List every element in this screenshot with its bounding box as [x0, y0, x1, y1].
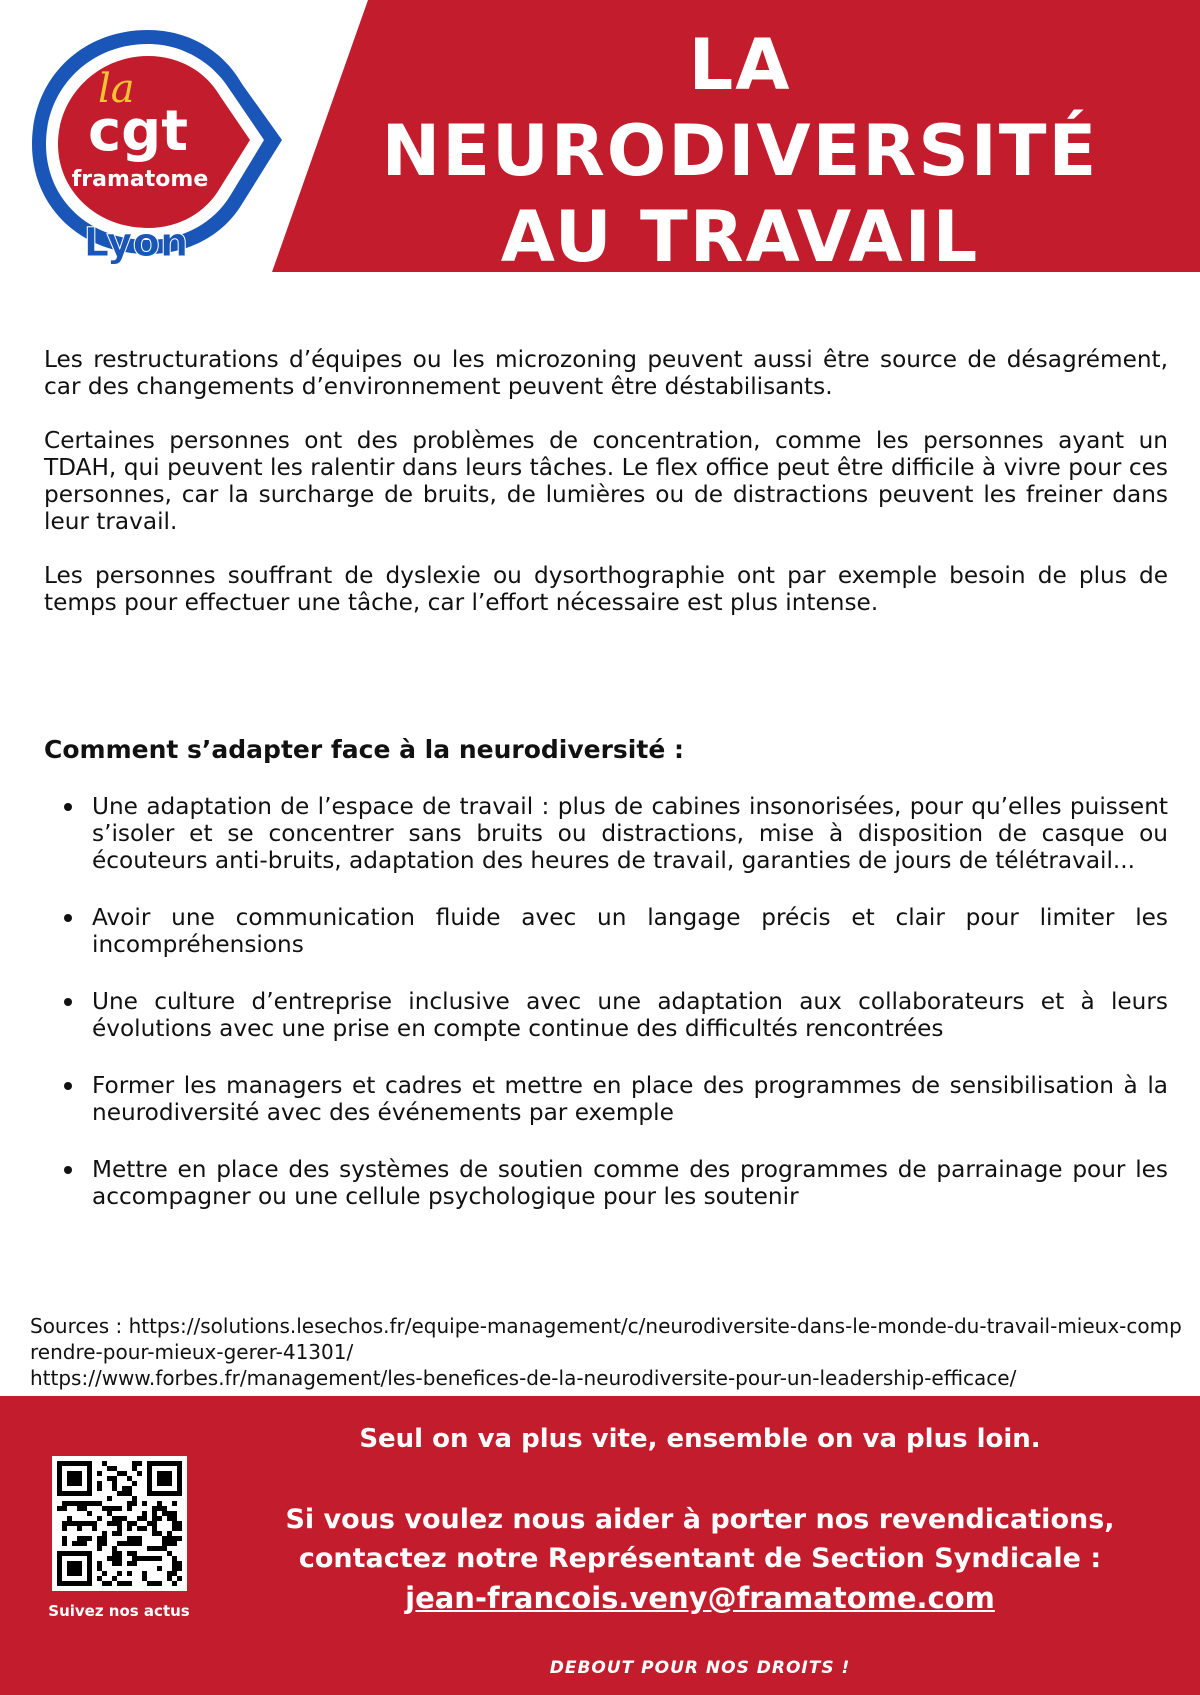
- list-item-text: Former les managers et cadres et mettre en place des programmes de sensibilisation à la neurodiversité avec des événements par exemple: [92, 1072, 1168, 1126]
- title-line: LA: [688, 24, 792, 106]
- sources: [30, 1313, 1190, 1391]
- cgt-logo: [20, 22, 288, 272]
- list-item: [64, 904, 1168, 958]
- contact-email-link[interactable]: jean-francois.veny@framatome.com: [405, 1581, 995, 1615]
- bullet-icon: [64, 914, 72, 922]
- section-heading: Comment s’adapter face à la neurodiversité :: [44, 735, 684, 764]
- intro-paragraph: Les restructurations d’équipes ou les microzoning peuvent aussi être source de désagrément, car des changements d’environnement peuvent être déstabilisants.: [44, 346, 1168, 400]
- call-to-action: [200, 1500, 1200, 1578]
- intro-text: [44, 346, 1168, 643]
- bullet-icon: [64, 1166, 72, 1174]
- logo-script: la: [98, 66, 135, 112]
- source-line[interactable]: https://www.forbes.fr/management/les-benefices-de-la-neurodiversite-pour-un-leadership-efficace/: [30, 1366, 1017, 1390]
- slogan: Seul on va plus vite, ensemble on va plus loin.: [359, 1424, 1041, 1454]
- intro-paragraph: Certaines personnes ont des problèmes de concentration, comme les personnes ayant un TDAH, qui peuvent les ralentir dans leurs tâches. Le flex office peut être difficile à vivre pour ces personnes, car la surcharge de bruits, de lumières ou de distractions peuvent les freiner dans leur travail.: [44, 427, 1168, 535]
- list-item-text: Mettre en place des systèmes de soutien comme des programmes de parrainage pour les accompagner ou une cellule psychologique pour les soutenir: [92, 1156, 1168, 1210]
- list-item: [64, 793, 1168, 874]
- footer: [0, 1396, 1200, 1695]
- bullet-icon: [64, 1082, 72, 1090]
- logo-brand: cgt: [87, 99, 189, 164]
- list-item: [64, 1156, 1168, 1210]
- motto: DEBOUT POUR NOS DROITS !: [549, 1658, 851, 1678]
- bullet-icon: [64, 998, 72, 1006]
- title-line: NEURODIVERSITÉ: [381, 110, 1099, 192]
- list-item: [64, 1072, 1168, 1126]
- qr-caption: Suivez nos actus: [48, 1602, 190, 1620]
- qr-code[interactable]: [52, 1456, 187, 1591]
- intro-paragraph: Les personnes souffrant de dyslexie ou dysorthographie ont par exemple besoin de plus de temps pour effectuer une tâche, car l’effort nécessaire est plus intense.: [44, 562, 1168, 616]
- logo-city: Lyon: [83, 220, 189, 266]
- call-line: Si vous voulez nous aider à porter nos revendications,: [285, 1504, 1115, 1535]
- source-line[interactable]: Sources : https://solutions.lesechos.fr/equipe-management/c/neurodiversite-dans-le-monde-du-travail-mieux-comprendre-pour-mieux-gerer-41301/: [30, 1314, 1182, 1364]
- adaptation-list: [64, 793, 1168, 1240]
- list-item: [64, 988, 1168, 1042]
- bullet-icon: [64, 803, 72, 811]
- list-item-text: Une culture d’entreprise inclusive avec une adaptation aux collaborateurs et à leurs évolutions avec une prise en compte continue des difficultés rencontrées: [92, 988, 1168, 1042]
- call-line: contactez notre Représentant de Section Syndicale :: [298, 1543, 1102, 1574]
- list-item-text: Une adaptation de l’espace de travail : plus de cabines insonorisées, pour qu’elles puissent s’isoler et se concentrer sans bruits ou distractions, mise à disposition de casque ou écouteurs anti-bruits, adaptation des heures de travail, garanties de jours de télétravail...: [92, 793, 1168, 874]
- page-title: [300, 22, 1180, 280]
- logo-company: framatome: [71, 167, 209, 192]
- list-item-text: Avoir une communication fluide avec un langage précis et clair pour limiter les incompréhensions: [92, 904, 1168, 958]
- title-line: AU TRAVAIL: [500, 196, 980, 278]
